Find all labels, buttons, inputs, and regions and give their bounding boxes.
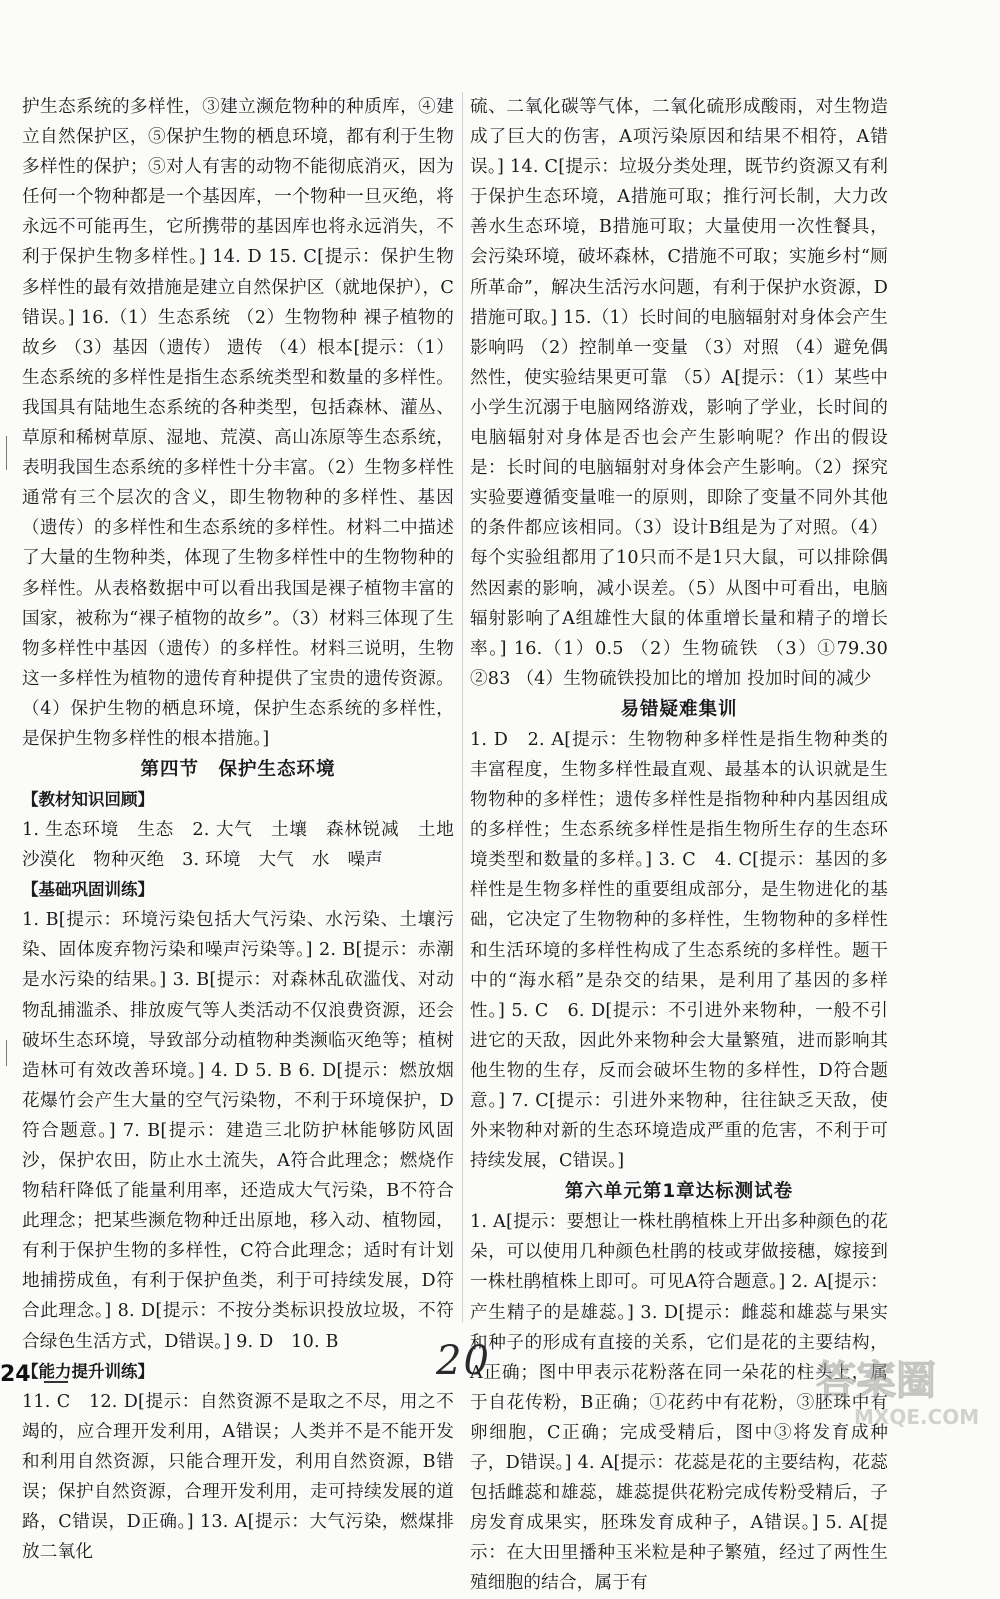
- answer-paragraph: 硫、二氧化碳等气体，二氧化硫形成酸雨，对生物造成了巨大的伤害，A项污染原因和结果不相符，A错误。] 14. C[提示：垃圾分类处理，既节约资源又有利于保护生态环境，A措施可取；推行河长制，大力改善水生态环境，B措施可取；大量使用一次性餐具，会污染环境，破坏森林，C措施不可取；实施乡村“厕所革命”，解决生活污水问题，有利于保护水资源，D措施可取。] 15.（1）长时间的电脑辐射对身体会产生影响吗 （2）控制单一变量 （3）对照 （4）避免偶然性，使实验结果更可靠 （5）A[提示：（1）某些中小学生沉溺于电脑网络游戏，影响了学业，长时间的电脑辐射对身体是否也会产生影响呢？作出的假设是：长时间的电脑辐射对身体会产生影响。（2）探究实验要遵循变量唯一的原则，即除了变量不同外其他的条件都应该相同。（3）设计B组是为了对照。（4）每个实验组都用了10只而不是1只大鼠，可以排除偶然因素的影响，减小误差。（5）从图中可看出，电脑辐射影响了A组雄性大鼠的体重增长量和精子的增长率。] 16.（1）0.5 （2）生物硫铁 （3）①79.30 ②83 （4）生物硫铁投加比的增加 投加时间的减少: [470, 97, 888, 689]
- watermark-url-text: MXQE.COM: [854, 1405, 980, 1429]
- section-title: 易错疑难集训: [620, 698, 738, 720]
- answer-paragraph: 1. 生态环境 生态 2. 大气 土壤 森林锐减 土地沙漠化 物种灭绝 3. 环境 大气 水 噪声: [22, 820, 454, 871]
- subsection-heading: 【教材知识回顾】: [22, 790, 154, 810]
- handwritten-page-number: 20: [436, 1338, 491, 1384]
- margin-tick: [6, 436, 7, 470]
- subsection-heading: 【能力提升训练】: [22, 1361, 154, 1381]
- watermark-logo-text: 答案圈: [816, 1358, 936, 1404]
- watermark-logo-graphic: [808, 1348, 1000, 1432]
- column-divider: [462, 92, 463, 1322]
- page-number-rule: [44, 1381, 68, 1383]
- answer-paragraph: 护生态系统的多样性，③建立濒危物种的种质库，④建立自然保护区，⑤保护生物的栖息环境，都有利于生物多样性的保护；⑤对人有害的动物不能彻底消灭，因为任何一个物种都是一个基因库，一个物种一旦灭绝，将永远不可能再生，它所携带的基因库也将永远消失，不利于保护生物多样性。] 14. D 15. C[提示：保护生物多样性的最有效措施是建立自然保护区（就地保护），C错误。] 16.（1）生态系统 （2）生物物种 裸子植物的故乡 （3）基因（遗传） 遗传 （4）根本[提示：（1）生态系统的多样性是指生态系统类型和数量的多样性。我国具有陆地生态系统的各种类型，包括森林、灌丛、草原和稀树草原、湿地、荒漠、高山冻原等生态系统，表明我国生态系统的多样性十分丰富。（2）生物多样性通常有三个层次的含义，即生物物种的多样性、基因（遗传）的多样性和生态系统的多样性。材料二中描述了大量的生物种类，体现了生物多样性中的生物物种的多样性。从表格数据中可以看出我国是裸子植物丰富的国家，被称为“裸子植物的故乡”。（3）材料三体现了生物多样性中基因（遗传）的多样性。材料三说明，生物这一多样性为植物的遗传育种提供了宝贵的遗传资源。（4）保护生物的栖息环境，保护生态系统的多样性，是保护生物多样性的根本措施。]: [22, 97, 454, 749]
- watermark-logo: [808, 1348, 1000, 1432]
- section-title: 第四节 保护生态环境: [140, 759, 336, 781]
- answer-paragraph: 1. D 2. A[提示：生物物种多样性是指生物种类的丰富程度，生物多样性最直观、最基本的认识就是生物物种的多样性；遗传多样性是指物种种内基因组成的多样性；生态系统多样性是指生物所生存的生态环境类型和数量的多样。] 3. C 4. C[提示：基因的多样性是生物多样性的重要组成部分，是生物进化的基础，它决定了生物物种的多样性，生物物种的多样性和生活环境的多样性构成了生态系统的多样性。题干中的“海水稻”是杂交的结果，是利用了基因的多样性。] 5. C 6. D[提示：不引进外来物种，一般不引进它的天敌，因此外来物种会大量繁殖，进而影响其他生物的生存，反而会破坏生物的多样性，D符合题意。] 7. C[提示：引进外来物种，往往缺乏天敌，使外来物种对新的生态环境造成严重的危害，不利于可持续发展，C错误。]: [470, 729, 888, 1172]
- page-number: 24: [0, 1362, 31, 1387]
- answer-paragraph: 1. A[提示：要想让一株杜鹃植株上开出多种颜色的花朵，可以使用几种颜色杜鹃的枝或芽做接穗，嫁接到一株杜鹃植株上即可。可见A符合题意。] 2. A[提示：产生精子的是雄蕊。] 3. D[提示：雌蕊和雄蕊与果实和种子的形成有直接的关系，它们是花的主要结构，A正确；图中甲表示花粉落在同一朵花的柱头上，属于自花传粉，B正确；①花药中有花粉，③胚珠中有卵细胞，C正确；完成受精后，图中③将发育成种子，D错误。] 4. A[提示：花蕊是花的主要结构，花蕊包括雌蕊和雄蕊，雄蕊提供花粉完成传粉受精后，子房发育成果实，胚珠发育成种子，A错误。] 5. A[提示：在大田里播种玉米粒是种子繁殖，经过了两性生殖细胞的结合，属于有: [470, 1212, 888, 1594]
- section-title: 第六单元第1章达标测试卷: [564, 1181, 794, 1203]
- answer-paragraph: 1. B[提示：环境污染包括大气污染、水污染、土壤污染、固体废弃物污染和噪声污染等。] 2. B[提示：赤潮是水污染的结果。] 3. B[提示：对森林乱砍滥伐、对动物乱捕滥杀、排放废气等人类活动不仅浪费资源，还会破坏生态环境，导致部分动植物种类濒临灭绝等；植树造林可有效改善环境。] 4. D 5. B 6. D[提示：燃放烟花爆竹会产生大量的空气污染物，不利于环境保护，D符合题意。] 7. B[提示：建造三北防护林能够防风固沙，保护农田，防止水土流失，A符合此理念；燃烧作物秸秆降低了能量利用率，还造成大气污染，B不符合此理念；把某些濒危物种迁出原地，移入动、植物园，有利于保护生物的多样性，C符合此理念；适时有计划地捕捞成鱼，有利于保护鱼类，利于可持续发展，D符合此理念。] 8. D[提示：不按分类标识投放垃圾，不符合绿色生活方式，D错误。] 9. D 10. B: [22, 910, 454, 1352]
- left-column: [22, 92, 454, 1567]
- answer-paragraph: 11. C 12. D[提示：自然资源不是取之不尽，用之不竭的，应合理开发利用，A错误；人类并不是不能开发和利用自然资源，只能合理开发，利用自然资源，B错误；保护自然资源，合理开发利用，走可持续发展的道路，C错误，D正确。] 13. A[提示：大气污染，燃煤排放二氧化: [22, 1391, 454, 1563]
- margin-tick: [6, 1040, 7, 1066]
- subsection-heading: 【基础巩固训练】: [22, 880, 154, 900]
